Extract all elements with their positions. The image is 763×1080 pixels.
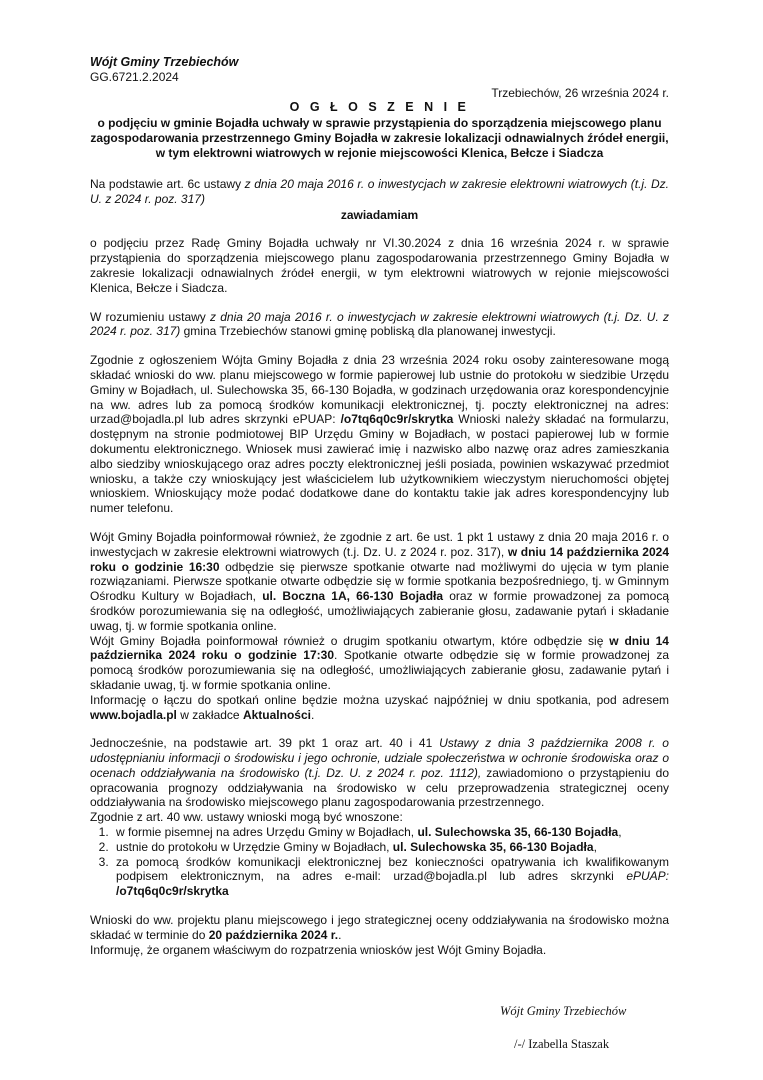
document-title: O G Ł O S Z E N I E bbox=[289, 100, 470, 114]
list-item: 1. w formie pisemnej na adres Urzędu Gminy w Bojadłach, ul. Sulechowska 35, 66-130 Bojadła, bbox=[112, 825, 669, 840]
paragraph-environmental: Jednocześnie, na podstawie art. 39 pkt 1 oraz art. 40 i 41 Ustawy z dnia 3 października 2008 r. o udostępnianiu informacji o środowisku i jego ochronie, udziale społeczeństwa w ochronie środowiska oraz o ocenach oddziaływania na środowisko (t.j. Dz. U. z 2024 r. poz. 1112), zawiadomiono o przystąpieniu do opracowania prognozy oddziaływania na środowisko w celu przeprowadzenia strategicznej oceny oddziaływania na środowisko miejscowego planu zagospodarowania przestrzennego. bbox=[90, 736, 669, 810]
paragraph-applications: Zgodnie z ogłoszeniem Wójta Gminy Bojadła z dnia 23 września 2024 roku osoby zainteresowane mogą składać wnioski do ww. planu miejscowego w formie papierowej lub ustnie do protokołu w siedzibie Urzędu Gminy w Bojadłach, ul. Sulechowska 35, 66-130 Bojadła, w godzinach urzędowania oraz korespondencyjnie na ww. adres lub za pomocą środków komunikacji elektronicznej, tj. poczty elektronicznej na adres: urzad@bojadla.pl lub adres skrzynki ePUAP: /o7tq6q0c9r/skrytka Wnioski należy składać na formularzu, dostępnym na stronie podmiotowej BIP Urzędu Gminy w Bojadłach, w postaci papierowej lub w formie dokumentu elektronicznego. Wniosek musi zawierać imię i nazwisko albo nazwę oraz adres zamieszkania albo siedziby wnioskującego oraz adres poczty elektronicznej jeśli posiada, powinien wskazywać przedmiot wniosku, a także czy wnioskujący jest właścicielem lub użytkownikiem wieczystym nieruchomości objętej wnioskiem. Wnioskujący może podać dodatkowe dane do kontaktu takie jak adres korespondencyjny lub numer telefonu. bbox=[90, 353, 670, 516]
paragraph-legal-basis: Na podstawie art. 6c ustawy z dnia 20 maja 2016 r. o inwestycjach w zakresie elektrowni wiatrowych (t.j. Dz. U. z 2024 r. poz. 317) bbox=[90, 177, 669, 206]
paragraph-second-meeting: Wójt Gminy Bojadła poinformował również o drugim spotkaniu otwartym, które odbędzie się w dniu 14 października 2024 roku o godzinie 17:30. Spotkanie otwarte odbędzie się w formie prowadzonej za pomocą środków porozumiewania się na odległość, umożliwiających zabieranie głosu, zadawanie pytań i składanie uwag, tj. w formie spotkania online. bbox=[90, 633, 670, 692]
submission-methods-list bbox=[90, 825, 669, 899]
document-body bbox=[90, 177, 669, 957]
signature-office: Wójt Gminy Trzebiechów bbox=[500, 1004, 627, 1018]
list-item: 3. za pomocą środków komunikacji elektronicznej bez konieczności opatrywania ich kwalifikowanym podpisem elektronicznym, na adres e-mail: urzad@bojadla.pl lub adres skrzynki ePUAP: /o7tq6q0c9r/skrytka bbox=[112, 855, 669, 899]
signature-name: /-/ Izabella Staszak bbox=[514, 1037, 610, 1051]
paragraph-nearby-commune: W rozumieniu ustawy z dnia 20 maja 2016 r. o inwestycjach w zakresie elektrowni wiatrowych (t.j. Dz. U. z 2024 r. poz. 317) gmina Trzebiechów stanowi gminę pobliską dla planowanej inwestycji. bbox=[90, 309, 669, 339]
paragraph-first-meeting: Wójt Gminy Bojadła poinformował również, że zgodnie z art. 6e ust. 1 pkt 1 ustawy z dnia 20 maja 2016 r. o inwestycjach w zakresie elektrowni wiatrowych (t.j. Dz. U. z 2024 r. poz. 317), w dniu 14 października 2024 roku o godzinie 16:30 odbędzie się pierwsze spotkanie otwarte nad możliwymi do ujęcia w tym planie rozwiązaniami. Pierwsze spotkanie otwarte odbędzie się w formie spotkania bezpośredniego, tj. w Gminnym Ośrodku Kultury w Bojadłach, ul. Boczna 1A, 66-130 Bojadła oraz w formie prowadzonej za pomocą środków porozumiewania się na odległość, umożliwiających zabieranie głosu, zadawanie pytań i składanie uwag, tj. w formie spotkania online. bbox=[90, 529, 670, 633]
place-date: Trzebiechów, 26 września 2024 r. bbox=[491, 86, 669, 100]
announce-word: zawiadamiam bbox=[340, 207, 419, 222]
reference-number: GG.6721.2.2024 bbox=[90, 70, 179, 84]
paragraph-deadline: Wnioski do ww. projektu planu miejscowego i jego strategicznej oceny oddziaływania na środowisko można składać w terminie do 20 października 2024 r.. bbox=[90, 913, 669, 942]
paragraph-resolution: o podjęciu przez Radę Gminy Bojadła uchwały nr VI.30.2024 z dnia 16 września 2024 r. w sprawie przystąpienia do sporządzenia miejscowego planu zagospodarowania przestrzennego Gminy Bojadła w zakresie lokalizacji odnawialnych źródeł energii, w tym elektrowni wiatrowych w rejonie miejscowości Klenica, Bełcze i Siadcza. bbox=[90, 236, 669, 295]
document-subject: o podjęciu w gminie Bojadła uchwały w sprawie przystąpienia do sporządzenia miejscowego planu zagospodarowania przestrzennego Gminy Bojadła w zakresie lokalizacji odnawialnych źródeł energii, w tym elektrowni wiatrowych w rejonie miejscowości Klenica, Bełcze i Siadcza bbox=[90, 116, 669, 160]
issuer: Wójt Gminy Trzebiechów bbox=[90, 55, 239, 69]
paragraph-competent-authority: Informuję, że organem właściwym do rozpatrzenia wniosków jest Wójt Gminy Bojadła. bbox=[90, 942, 547, 957]
list-item: 2. ustnie do protokołu w Urzędzie Gminy w Bojadłach, ul. Sulechowska 35, 66-130 Bojadła, bbox=[112, 840, 669, 855]
paragraph-online-link: Informację o łączu do spotkań online będzie można uzyskać najpóźniej w dniu spotkania, pod adresem www.bojadla.pl w zakładce Aktualności. bbox=[90, 692, 669, 722]
paragraph-submission-intro: Zgodnie z art. 40 ww. ustawy wnioski mogą być wnoszone: bbox=[90, 810, 403, 825]
